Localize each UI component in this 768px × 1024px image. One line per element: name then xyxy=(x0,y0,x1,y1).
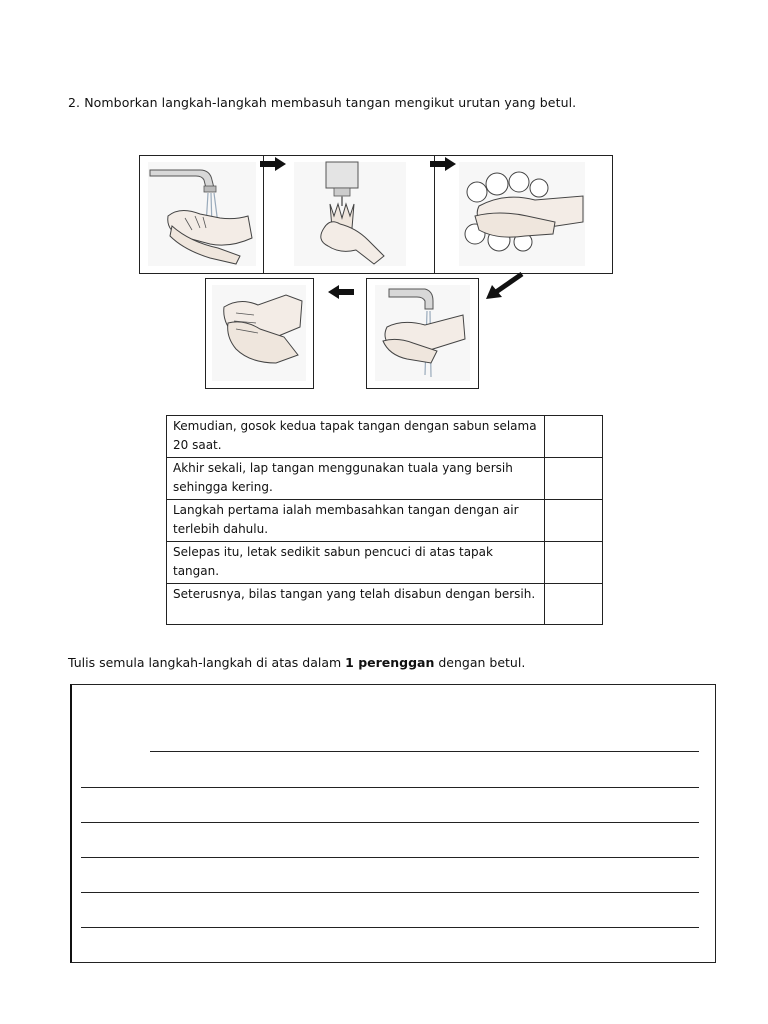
step-text: Langkah pertama ialah membasahkan tangan dengan air terlebih dahulu. xyxy=(167,500,545,542)
step-number-cell[interactable] xyxy=(544,416,602,458)
writing-line[interactable] xyxy=(81,927,699,928)
step-text: Kemudian, gosok kedua tapak tangan dengan sabun selama 20 saat. xyxy=(167,416,545,458)
writing-line[interactable] xyxy=(150,751,699,752)
step-text: Akhir sekali, lap tangan menggunakan tuala yang bersih sehingga kering. xyxy=(167,458,545,500)
dry-hands-image xyxy=(206,279,313,388)
table-row xyxy=(167,458,603,500)
soap-dispenser-image xyxy=(264,156,435,273)
table-row xyxy=(167,584,603,625)
instruction-text: Tulis semula langkah-langkah di atas dalam xyxy=(68,655,346,670)
writing-line[interactable] xyxy=(81,892,699,893)
step-text: Selepas itu, letak sedikit sabun pencuci di atas tapak tangan. xyxy=(167,542,545,584)
step-image-box xyxy=(366,278,479,389)
step-text: Seterusnya, bilas tangan yang telah disabun dengan bersih. xyxy=(167,584,545,625)
table-row xyxy=(167,542,603,584)
step-number-cell[interactable] xyxy=(544,500,602,542)
wet-hands-image xyxy=(140,156,263,273)
writing-line[interactable] xyxy=(81,787,699,788)
writing-line[interactable] xyxy=(81,857,699,858)
rewrite-instruction xyxy=(68,655,525,670)
diagonal-arrow-icon xyxy=(484,271,526,301)
rinse-hands-image xyxy=(367,279,478,388)
step-number-cell[interactable] xyxy=(544,458,602,500)
steps-table xyxy=(166,415,603,625)
step-images-top-row xyxy=(139,155,613,274)
instruction-text-end: dengan betul. xyxy=(434,655,526,670)
step-number-cell[interactable] xyxy=(544,584,602,625)
left-arrow-icon xyxy=(326,285,356,299)
answer-writing-box[interactable] xyxy=(70,684,716,963)
rub-palms-image xyxy=(435,156,612,273)
writing-line[interactable] xyxy=(81,822,699,823)
table-row xyxy=(167,416,603,458)
instruction-emphasis: 1 perenggan xyxy=(345,655,435,670)
step-image-box xyxy=(205,278,314,389)
step-number-cell[interactable] xyxy=(544,542,602,584)
table-row xyxy=(167,500,603,542)
question-heading: 2. Nomborkan langkah-langkah membasuh tangan mengikut urutan yang betul. xyxy=(68,95,577,110)
